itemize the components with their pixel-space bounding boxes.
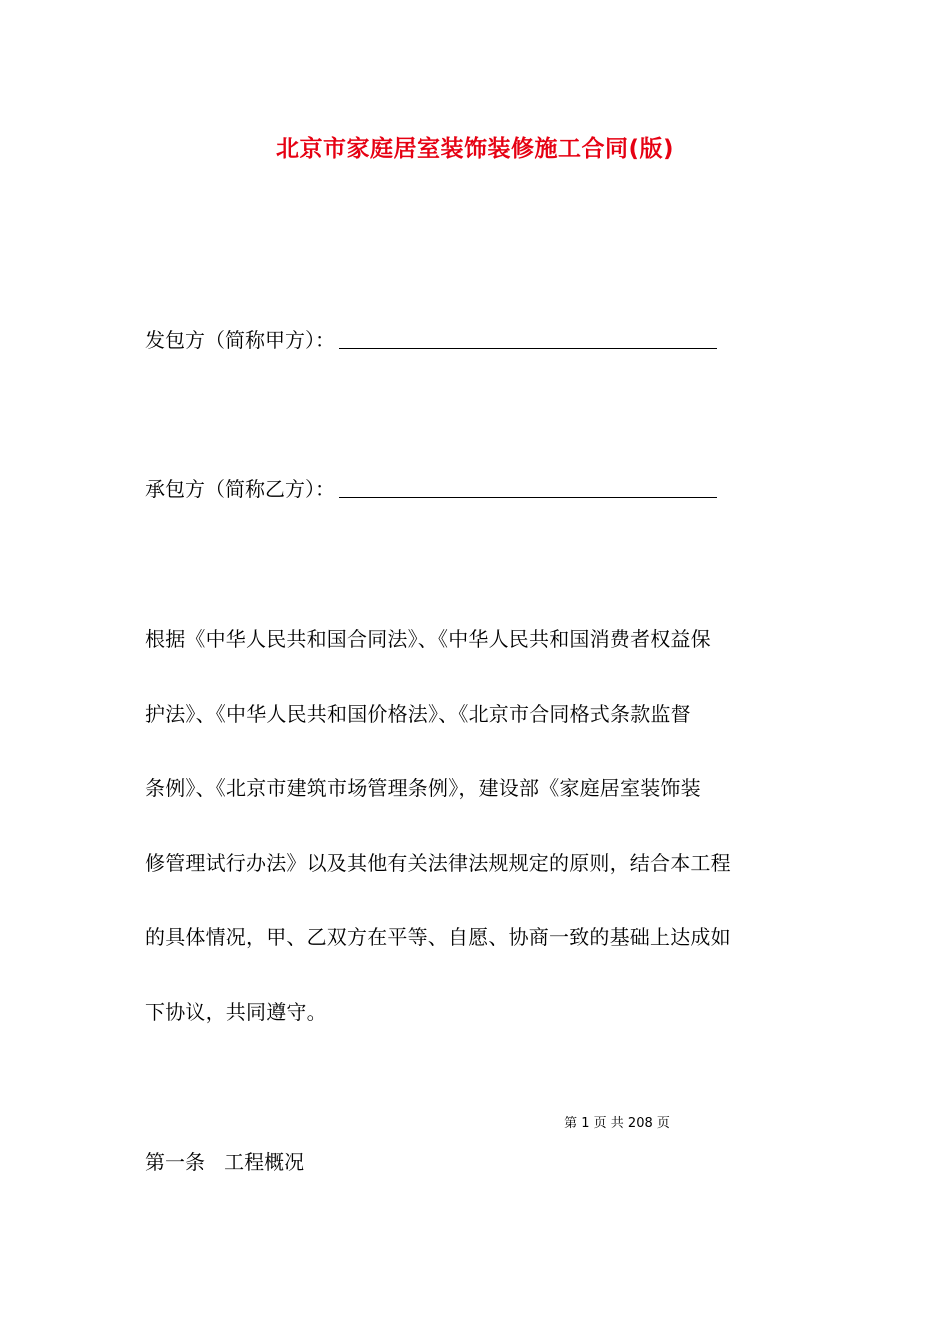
intro-line: 修管理试行办法》以及其他有关法律法规规定的原则，结合本工程	[145, 850, 731, 875]
party-b-blank-field[interactable]	[339, 474, 717, 498]
party-a-label: 发包方（简称甲方）：	[145, 328, 335, 352]
party-b-row	[145, 472, 717, 506]
document-title: 北京市家庭居室装饰装修施工合同(版)	[275, 136, 675, 162]
party-b-label: 承包方（简称乙方）：	[145, 477, 335, 501]
page-number: 第 1 页 共 208 页	[564, 1116, 670, 1131]
party-a-row	[145, 323, 717, 357]
intro-line: 下协议，共同遵守。	[145, 999, 327, 1024]
intro-paragraph	[145, 621, 807, 1068]
party-a-blank-field[interactable]	[339, 325, 717, 349]
intro-line: 护法》、《中华人民共和国价格法》、《北京市合同格式条款监督	[145, 701, 691, 726]
section-heading: 第一条 工程概况	[145, 1150, 305, 1174]
page-footer	[0, 1114, 950, 1134]
intro-line: 根据《中华人民共和国合同法》、《中华人民共和国消费者权益保	[145, 627, 711, 651]
intro-line: 条例》、《北京市建筑市场管理条例》，建设部《家庭居室装饰装	[145, 776, 701, 800]
intro-line: 的具体情况，甲、乙双方在平等、自愿、协商一致的基础上达成如	[145, 925, 731, 949]
